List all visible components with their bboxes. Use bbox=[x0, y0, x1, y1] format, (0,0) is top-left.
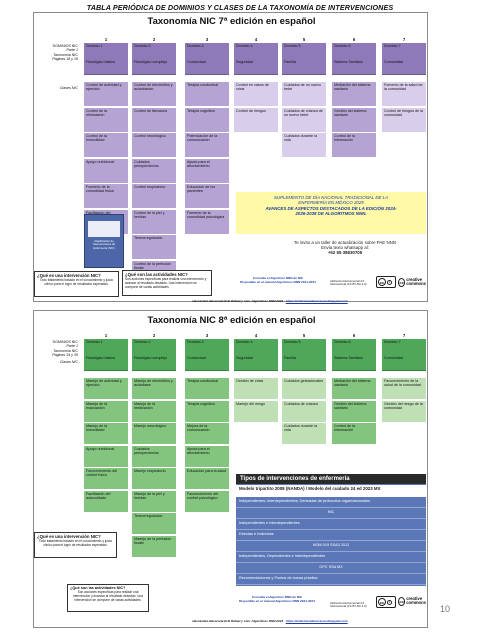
class-cell: Cuidados de crianza bbox=[282, 401, 326, 422]
class-cell: Control neurológico bbox=[132, 133, 176, 157]
caption-line: DOMINIOS NIC bbox=[52, 340, 78, 344]
intervention-types-subtitle: Modelo tripartito 2008 (NANDA) / Modelo del cuidado 24 ed 2023 MX bbox=[236, 485, 426, 497]
whatsapp-number: +52 55 39830705 bbox=[327, 250, 363, 256]
class-cell: Apoyo nutricional bbox=[84, 446, 128, 467]
nic-book-cover bbox=[84, 214, 124, 268]
class-cell: Control de riesgos de la comunidad bbox=[382, 108, 426, 132]
cc-license-icon: cc bbox=[399, 279, 404, 285]
domain-name: Fisiológico básico bbox=[86, 60, 116, 65]
domain-header bbox=[382, 43, 426, 75]
class-cell: Facilitación del autocuidado bbox=[84, 491, 128, 512]
class-cell: Fomento de la comodidad psicológica bbox=[185, 210, 229, 234]
section-2-clases-label: Clases NIC bbox=[59, 360, 78, 364]
class-cell: Fomento de la comodidad física bbox=[84, 184, 128, 208]
section-1-caption bbox=[33, 44, 78, 62]
caption-line: DOMINIOS NIC bbox=[52, 44, 78, 48]
class-cell: Gestión del riesgo de la comunidad bbox=[382, 401, 426, 422]
domain-header bbox=[282, 339, 326, 371]
creative-commons-wordmark: creative commons bbox=[406, 276, 426, 286]
class-cell: Mejora de la comunicación bbox=[185, 423, 229, 444]
section-2-question-activities bbox=[67, 584, 149, 612]
domain-header bbox=[132, 43, 176, 75]
credit-text: Hernández-Navarrete Erik Rafael y cols. Algoritmos NNN 2024 bbox=[192, 299, 284, 303]
class-cell: Manejo de electrólitos y acidobase bbox=[132, 378, 176, 399]
person-attribution-icon: i bbox=[387, 600, 392, 605]
class-cell: Cuidados gestacionales bbox=[282, 378, 326, 399]
supplement-line: SUPLEMENTO DE DÍA NACIONAL TRADICIONAL DE LA bbox=[273, 195, 389, 200]
section-1-credit-line bbox=[120, 300, 420, 304]
class-cell: Control de electrólitos y acidobásico bbox=[132, 82, 176, 106]
domain-name: Comunidad bbox=[384, 356, 403, 361]
domain-name: Seguridad bbox=[236, 60, 253, 65]
book-cover-picture bbox=[88, 221, 120, 237]
creative-commons-wordmark: creative commons bbox=[406, 595, 426, 605]
caption-line: Parte 1 bbox=[66, 344, 78, 349]
class-cell: Educación de los pacientes bbox=[185, 184, 229, 208]
class-cell: Manejo neurológico bbox=[132, 423, 176, 444]
domain-name: Familia bbox=[284, 356, 296, 361]
class-cell: Cuidados durante la vida bbox=[282, 133, 326, 157]
blog-link[interactable]: https://enfermeradecorazon.blogspot.com bbox=[285, 299, 348, 303]
class-cell: Terapia conductual bbox=[185, 378, 229, 399]
intervention-type-row: Directas e Indirectas bbox=[236, 531, 426, 541]
column-number: 6 bbox=[352, 37, 356, 42]
class-cell: Manejo de la piel y heridas bbox=[132, 491, 176, 512]
class-cell: Manejo de la inmovilidad bbox=[84, 423, 128, 444]
domain-number: Dominio 1 bbox=[86, 44, 103, 48]
domain-header bbox=[84, 339, 128, 371]
intervention-type-row: NOM 019 SSA3 2012 bbox=[236, 542, 426, 552]
domain-header bbox=[382, 339, 426, 371]
class-cell: Control de la información bbox=[332, 423, 376, 444]
domain-number: Dominio 6 bbox=[334, 44, 351, 48]
section-1-question-activities bbox=[122, 270, 212, 296]
domain-name: Fisiológico complejo bbox=[134, 60, 168, 65]
invite-line: Te invito a un taller de actualización sobre PAE NNN bbox=[294, 240, 396, 245]
class-cell: Control de la inmovilidad bbox=[84, 133, 128, 157]
domain-number: Dominio 4 bbox=[236, 44, 253, 48]
class-cell: Gestión del sistema sanitario bbox=[332, 401, 376, 422]
invite-line: Envía texto whatsapp al: bbox=[321, 245, 369, 251]
section-1-title: Taxonomía NIC 7ª edición en español bbox=[147, 16, 316, 27]
question-answer: Son acciones específicas para realizar una intervención y avanzar al resultado deseado. Una intervención se compone de varias actividades. bbox=[73, 590, 143, 602]
class-cell: Terapia cognitiva bbox=[185, 401, 229, 422]
section-1-clases-label: Clases NIC bbox=[59, 86, 78, 90]
domain-number: Dominio 1 bbox=[86, 340, 103, 344]
supplement-line: ENFERMERÍA EN MÉXICO 2025 bbox=[298, 200, 364, 206]
domain-name: Conductual bbox=[187, 60, 206, 65]
class-cell: Favorecimiento del confort físico bbox=[84, 468, 128, 489]
question-title: ¿Qué es una intervención NIC? bbox=[37, 534, 101, 539]
caption-line: Páginas 18 y 19 bbox=[52, 57, 78, 62]
section-2-credit-line bbox=[120, 620, 420, 624]
class-cell: Control de la información bbox=[332, 133, 376, 157]
domain-number: Dominio 6 bbox=[334, 340, 351, 344]
section-2-license-text: Atribución-NoComercial 4.0 Internacional (CC BY-NC 4.0) bbox=[330, 601, 367, 609]
column-number: 1 bbox=[104, 333, 108, 338]
class-cell: Manejo de la evacuación bbox=[84, 401, 128, 422]
intervention-types-title: Tipos de intervenciones de enfermería bbox=[236, 474, 426, 484]
question-answer: Son acciones específicas para realizar una intervención y avanzar al resultado deseado. Una intervención se compone de varias actividades. bbox=[125, 277, 207, 289]
caption-line: Páginas 34 y 35 bbox=[52, 353, 78, 358]
blog-link[interactable]: https://enfermeradecorazon.blogspot.com bbox=[285, 619, 348, 623]
section-1-cc-badge bbox=[376, 276, 396, 288]
domain-number: Dominio 5 bbox=[284, 340, 301, 344]
column-number: 1 bbox=[104, 37, 108, 42]
domain-number: Dominio 3 bbox=[187, 44, 204, 48]
page-number: 10 bbox=[440, 604, 451, 614]
intervention-type-row: GPC SSA MX bbox=[236, 564, 426, 574]
supplement-note bbox=[236, 192, 426, 234]
section-2-title: Taxonomía NIC 8ª edición en español bbox=[147, 315, 316, 326]
domain-name: Seguridad bbox=[236, 356, 253, 361]
class-cell: Gestión de crisis bbox=[234, 378, 278, 399]
section-1-footer-center bbox=[228, 277, 328, 284]
footer-line: Consulta el Algoritmo NNN de NIC bbox=[251, 595, 303, 599]
domain-number: Dominio 7 bbox=[384, 340, 401, 344]
domain-name: Fisiológico básico bbox=[86, 356, 116, 361]
caption-line: Taxonomía NIC bbox=[53, 348, 78, 353]
column-number: 5 bbox=[302, 333, 306, 338]
class-cell: Control de la piel y heridas bbox=[132, 210, 176, 234]
domain-header bbox=[282, 43, 326, 75]
class-cell: Mediación del sistema sanitario bbox=[332, 82, 376, 106]
column-number: 2 bbox=[152, 333, 156, 338]
section-1-license-text: Atribución-NoComercial 4.0 Internacional (CC BY-NC 4.0) bbox=[330, 279, 367, 287]
question-title: ¿Qué es una intervención NIC? bbox=[37, 273, 101, 278]
class-cell: Cuidados perioperatorios bbox=[132, 446, 176, 467]
class-cell: Cuidados de crianza de un nuevo bebé bbox=[282, 108, 326, 132]
domain-name: Sistema Sanitario bbox=[334, 60, 363, 65]
footer-line: Disponible en el manual Algoritmos NNN 2021-2024 bbox=[239, 598, 315, 603]
domain-header bbox=[185, 43, 229, 75]
class-cell: Manejo de la medicación bbox=[132, 401, 176, 422]
domain-number: Dominio 4 bbox=[236, 340, 253, 344]
class-cell: Apoyo nutricional bbox=[84, 159, 128, 183]
class-cell: Terapia conductual bbox=[185, 82, 229, 106]
question-title: ¿Qué son las actividades NIC? bbox=[70, 586, 126, 590]
class-cell: Control en casos de crisis bbox=[234, 82, 278, 106]
class-cell: Facilitación del bbox=[84, 210, 128, 234]
domain-number: Dominio 2 bbox=[134, 340, 151, 344]
class-cell: Favorecimiento de la salud de la comunidad bbox=[382, 378, 426, 399]
caption-line: Parte 1 bbox=[66, 48, 78, 53]
footer-line: Consulta el Algoritmo NNN de NIC bbox=[252, 276, 304, 280]
domain-header bbox=[234, 339, 278, 371]
class-cell: Control de fármacos bbox=[132, 108, 176, 132]
intervention-type-row: NIC bbox=[236, 509, 426, 519]
domain-header bbox=[185, 339, 229, 371]
workshop-invite bbox=[280, 240, 410, 256]
book-cover-title: Clasificación de Intervenciones de Enfermería (NIC) bbox=[92, 239, 116, 250]
intervention-types-rows bbox=[236, 498, 426, 586]
section-2-cc-badge bbox=[376, 596, 396, 608]
domain-number: Dominio 2 bbox=[134, 44, 151, 48]
class-cell: Favorecimiento del confort psicológico bbox=[185, 491, 229, 512]
class-cell: Manejo de la perfusión tisular bbox=[132, 536, 176, 557]
credit-text: Hernández-Navarrete Erik Rafael y cols. Algoritmos NNN 2024 bbox=[192, 619, 284, 623]
class-cell: Control de la perfusión tisular bbox=[132, 261, 176, 285]
intervention-type-row: Recomendaciones y Puntos de buena práctica bbox=[236, 575, 426, 585]
column-number: 7 bbox=[402, 333, 406, 338]
section-1-question-intervention bbox=[34, 271, 119, 297]
caption-line: Taxonomía NIC bbox=[53, 52, 78, 57]
question-answer: Todo tratamiento basado en el conocimiento y juicio clínico para el logro de resultados esperados. bbox=[39, 278, 114, 286]
class-cell: Cuidados perioperatorios bbox=[132, 159, 176, 183]
class-cell: Terapia cognitiva bbox=[185, 108, 229, 132]
domain-header bbox=[132, 339, 176, 371]
column-number: 2 bbox=[152, 37, 156, 42]
domain-name: Comunidad bbox=[384, 60, 403, 65]
class-cell: Control de la eliminación bbox=[84, 108, 128, 132]
class-cell: Ayuda para el afrontamiento bbox=[185, 446, 229, 467]
person-attribution-icon: i bbox=[387, 280, 392, 285]
class-cell: Manejo del riesgo bbox=[234, 401, 278, 422]
question-answer: Todo tratamiento basado en el conocimiento y juicio clínico para el logro de resultados esperados. bbox=[38, 539, 113, 547]
class-cell: Control de actividad y ejercicio bbox=[84, 82, 128, 106]
domain-header bbox=[84, 43, 128, 75]
column-number: 6 bbox=[352, 333, 356, 338]
main-title: TABLA PERIÓDICA DE DOMINIOS Y CLASES DE LA TAXONOMÍA DE INTERVENCIONES bbox=[86, 3, 394, 12]
column-number: 5 bbox=[302, 37, 306, 42]
class-cell: Potenciación de la comunicación bbox=[185, 133, 229, 157]
class-cell: Control respiratorio bbox=[132, 184, 176, 208]
class-cell: Mediación del sistema sanitario bbox=[332, 378, 376, 399]
section-2-footer-center bbox=[222, 596, 332, 603]
class-cell: Gestión del sistema sanitario bbox=[332, 108, 376, 132]
domain-number: Dominio 3 bbox=[187, 340, 204, 344]
question-title: ¿Qué son las actividades NIC? bbox=[125, 272, 188, 277]
domain-name: Sistema Sanitario bbox=[334, 356, 363, 361]
class-cell: Cuidados durante la vida bbox=[282, 423, 326, 444]
domain-name: Familia bbox=[284, 60, 296, 65]
class-cell: Control de riesgos bbox=[234, 108, 278, 132]
supplement-line: AVANCES DE ASPECTOS DESTACADOS DE LA EDICIÓN 2024- bbox=[265, 205, 397, 211]
supplement-line: 2026-2028 DE ALGORITMOS NNN. bbox=[295, 211, 367, 217]
footer-line: Disponible en el manual Algoritmos NNN 2021-2024 bbox=[240, 279, 316, 284]
column-number: 3 bbox=[205, 37, 209, 42]
domain-number: Dominio 5 bbox=[284, 44, 301, 48]
domain-name: Fisiológico complejo bbox=[134, 356, 168, 361]
class-cell: Termorregulación bbox=[132, 513, 176, 534]
class-cell: Ayuda para el afrontamiento bbox=[185, 159, 229, 183]
section-2-caption bbox=[33, 340, 78, 358]
column-number: 3 bbox=[205, 333, 209, 338]
cc-license-icon: cc bbox=[379, 279, 385, 285]
section-2-question-intervention bbox=[34, 532, 117, 558]
intervention-type-row: Independientes; Interdependientes; Derivadas de protocolos organizacionales bbox=[236, 498, 426, 508]
column-number: 7 bbox=[402, 37, 406, 42]
column-number: 4 bbox=[254, 37, 258, 42]
cc-license-icon: cc bbox=[379, 599, 385, 605]
cc-license-icon: cc bbox=[399, 598, 404, 604]
intervention-type-row: Independientes, Dependientes e Interdependientes bbox=[236, 553, 426, 563]
class-cell: Termorregulación bbox=[132, 235, 176, 259]
class-cell: Fomento de la salud de la comunidad bbox=[382, 82, 426, 106]
intervention-type-row: Independientes e Interdependientes bbox=[236, 520, 426, 530]
section-1-creative-commons-logo bbox=[398, 275, 426, 289]
class-cell: Educación para la salud bbox=[185, 468, 229, 489]
section-2-creative-commons-logo bbox=[398, 594, 426, 608]
class-cell: Cuidados de un nuevo bebé bbox=[282, 82, 326, 106]
domain-header bbox=[234, 43, 278, 75]
class-cell: Manejo respiratorio bbox=[132, 468, 176, 489]
domain-header bbox=[332, 339, 376, 371]
intervention-types-table bbox=[236, 474, 426, 586]
domain-number: Dominio 7 bbox=[384, 44, 401, 48]
column-number: 4 bbox=[254, 333, 258, 338]
class-cell: Manejo de actividad y ejercicio bbox=[84, 378, 128, 399]
domain-header bbox=[332, 43, 376, 75]
domain-name: Conductual bbox=[187, 356, 206, 361]
